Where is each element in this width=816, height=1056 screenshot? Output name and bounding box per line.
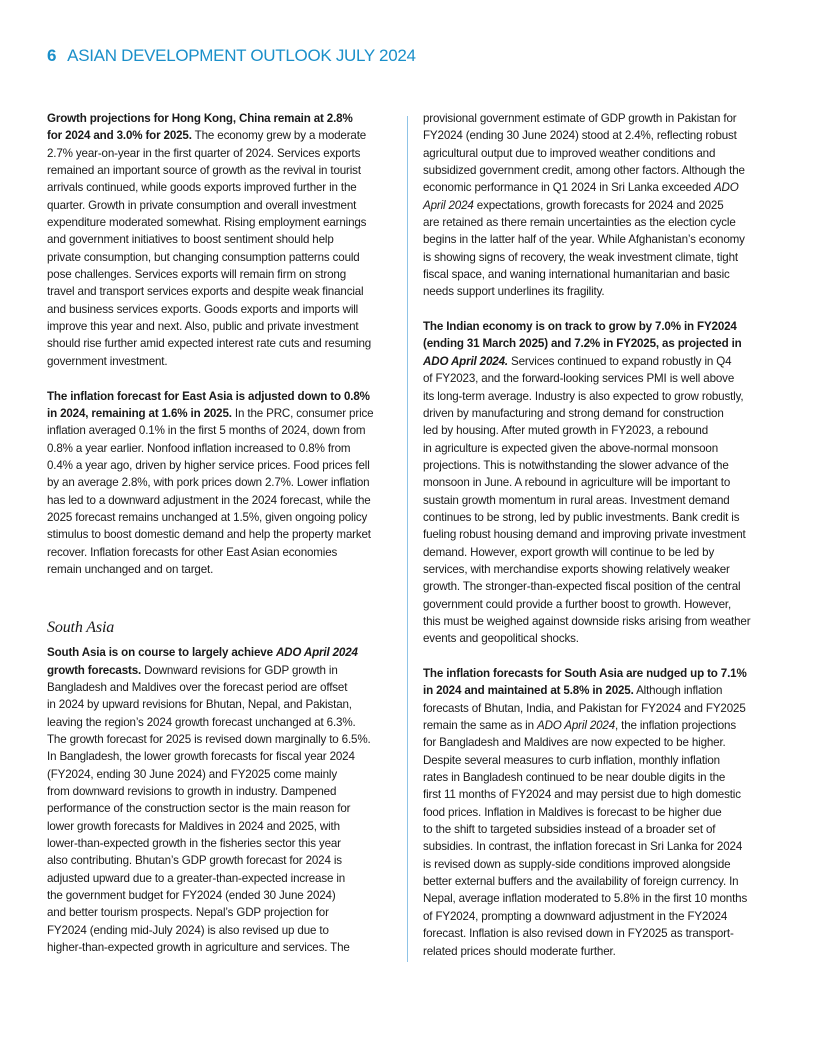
text-line: is showing signs of recovery, the weak investment climate, tight [423,250,738,264]
body-text: Downward revisions for GDP growth in [141,663,338,677]
india-growth-paragraph [423,318,773,648]
text-line: private consumption, but changing consumption patterns could [47,250,360,264]
body-text: The economy grew by a moderate [191,129,367,143]
lead-line: for 2024 and 3.0% for 2025. [47,129,192,143]
body-text: expectations, growth forecasts for 2024 and 2025 [473,198,724,212]
text-line: and business services exports. Goods exports and imports will [47,302,359,316]
east-asia-inflation-paragraph [47,388,397,579]
text-line: events and geopolitical shocks. [423,632,579,646]
text-line: demand. However, export growth will continue to be led by [423,545,715,559]
text-line: related prices should moderate further. [423,944,616,958]
text-line: this must be weighed against downside risks arising from weather [423,614,751,628]
text-line: travel and transport services exports and despite weak financial [47,285,364,299]
text-line: subsidized government credit, among other factors. Although the [423,164,745,178]
text-line: to the shift to targeted subsidies instead of a broader set of [423,823,716,837]
lead-line: in 2024, remaining at 1.6% in 2025. [47,406,232,420]
body-text: economic performance in Q1 2024 in Sri Lanka exceeded [423,181,714,195]
text-line: adjusted upward due to a greater-than-expected increase in [47,871,346,885]
text-line: improve this year and next. Also, public and private investment [47,320,359,334]
text-line: forecast. Inflation is also revised down in FY2025 as transport- [423,927,734,941]
text-line: in 2024 by upward revisions for Bhutan, Nepal, and Pakistan, [47,698,352,712]
south-asia-inflation-paragraph [423,665,773,960]
text-line: recover. Inflation forecasts for other East Asian economies [47,545,338,559]
text-line: lower growth forecasts for Maldives in 2024 and 2025, with [47,819,340,833]
text-line: remain unchanged and on target. [47,562,214,576]
text-line: also contributing. Bhutan’s GDP growth forecast for 2024 is [47,854,342,868]
text-line: its long-term average. Industry is also expected to grow robustly, [423,389,744,403]
publication-name: ADO April 2024. [423,354,508,368]
text-line: (FY2024, ending 30 June 2024) and FY2025 come mainly [47,767,337,781]
text-line: needs support underlines its fragility. [423,285,605,299]
text-line: inflation averaged 0.1% in the first 5 months of 2024, down from [47,424,366,438]
text-line: of FY2023, and the forward-looking services PMI is well above [423,372,735,386]
text-line: Despite several measures to curb inflation, monthly inflation [423,753,720,767]
text-line: Bangladesh and Maldives over the forecast period are offset [47,680,348,694]
body-text: In the PRC, consumer price [231,406,374,420]
section-heading-south-asia: South Asia [47,619,115,637]
text-line: FY2024 (ending 30 June 2024) stood at 2.4%, reflecting robust [423,129,737,143]
text-line: 2.7% year-on-year in the first quarter of 2024. Services exports [47,146,361,160]
text-line: remained an important source of growth as the revival in tourist [47,164,361,178]
text-line: leaving the region’s 2024 growth forecast unchanged at 6.3%. [47,715,356,729]
publication-name: ADO April 2024 [275,646,358,660]
text-line: Nepal, average inflation moderated to 5.8% in the first 10 months [423,892,748,906]
left-column [47,110,397,956]
text-line: driven by manufacturing and strong demand for construction [423,406,724,420]
text-line: is revised down as supply-side conditions improved alongside [423,857,731,871]
text-line: for Bangladesh and Maldives are now expected to be higher. [423,736,726,750]
text-line: by an average 2.8%, with pork prices down 2.7%. Lower inflation [47,476,370,490]
text-line: government investment. [47,354,168,368]
text-line: begins in the latter half of the year. While Afghanistan’s economy [423,233,745,247]
text-line: sustain growth momentum in rural areas. Investment demand [423,493,730,507]
text-line: The growth forecast for 2025 is revised down marginally to 6.5%. [47,733,371,746]
running-header [47,46,416,66]
text-line: in agriculture is expected given the above-normal monsoon [423,441,718,455]
text-line: led by housing. After muted growth in FY2023, a rebound [423,424,709,438]
text-line: higher-than-expected growth in agriculture and services. The [47,941,350,955]
lead-line: Growth projections for Hong Kong, China remain at 2.8% [47,112,353,125]
text-line: agricultural output due to improved weather conditions and [423,146,716,160]
text-line: first 11 months of FY2024 and may persist due to high domestic [423,788,741,802]
text-line: In Bangladesh, the lower growth forecasts for fiscal year 2024 [47,750,355,764]
text-line: performance of the construction sector is the main reason for [47,802,351,816]
text-line: better external buffers and the availability of foreign currency. In [423,875,739,889]
text-line: quarter. Growth in private consumption and overall investment [47,198,357,212]
lead-line: The inflation forecasts for South Asia are nudged up to 7.1% [423,667,747,680]
lead-text: growth forecasts. [47,663,142,677]
text-line: stimulus to boost domestic demand and help the property market [47,528,371,542]
text-line: lower-than-expected growth in the fisheries sector this year [47,837,341,851]
text-line: fueling robust housing demand and improving private investment [423,528,746,542]
text-line: are retained as there remain uncertainties as the election cycle [423,216,736,230]
hong-kong-paragraph [47,110,397,370]
text-line: monsoon in June. A rebound in agriculture will be important to [423,476,731,490]
text-line: has led to a downward adjustment in the 2024 forecast, while the [47,493,371,507]
text-line: from downward revisions to growth in industry. Dampened [47,785,337,799]
body-text: , the inflation projections [615,719,736,733]
text-line: and better tourism prospects. Nepal’s GDP projection for [47,906,329,920]
text-line: 0.8% a year earlier. Nonfood inflation increased to 0.8% from [47,441,351,455]
pakistan-sri-lanka-paragraph [423,110,773,301]
text-line: arrivals continued, while goods exports improved further in the [47,181,357,195]
text-line: 0.4% a year ago, driven by higher service prices. Food prices fell [47,458,370,472]
text-line: rates in Bangladesh continued to be near double digits in the [423,771,726,785]
text-line: FY2024 (ending mid-July 2024) is also revised up due to [47,923,329,937]
text-line: services, with merchandise exports showing relatively weaker [423,562,730,576]
text-line: 2025 forecast remains unchanged at 1.5%, given ongoing policy [47,510,368,524]
text-line: of FY2024, prompting a downward adjustment in the FY2024 [423,909,728,923]
text-line: forecasts of Bhutan, India, and Pakistan for FY2024 and FY2025 [423,701,746,715]
body-text: Although inflation [633,684,723,698]
text-line: continues to be strong, led by public investments. Bank credit is [423,510,740,524]
lead-line: in 2024 and maintained at 5.8% in 2025. [423,684,634,698]
body-text: remain the same as in [423,719,537,733]
right-column [423,110,773,960]
column-divider [407,116,408,962]
text-line: and government initiatives to boost sentiment should help [47,233,334,247]
text-line: subsidies. In contrast, the inflation forecast in Sri Lanka for 2024 [423,840,743,854]
text-line: the government budget for FY2024 (ended 30 June 2024) [47,889,336,903]
lead-line: The Indian economy is on track to grow by 7.0% in FY2024 [423,320,737,334]
body-text: Services continued to expand robustly in Q4 [507,354,732,368]
text-line: projections. This is notwithstanding the slower advance of the [423,458,729,472]
text-line: provisional government estimate of GDP growth in Pakistan for [423,112,737,125]
lead-line: The inflation forecast for East Asia is adjusted down to 0.8% [47,389,370,403]
publication-title: ASIAN DEVELOPMENT OUTLOOK JULY 2024 [67,46,416,65]
publication-name: April 2024 [423,198,474,212]
text-line: growth. The stronger-than-expected fiscal position of the central [423,580,741,594]
text-line: should rise further amid expected interest rate cuts and resuming [47,337,372,351]
text-line: fiscal space, and waning international humanitarian and basic [423,268,730,282]
page-number: 6 [47,46,57,65]
lead-line: (ending 31 March 2025) and 7.2% in FY2025, as projected in [423,337,742,351]
text-line: pose challenges. Services exports will remain firm on strong [47,268,347,282]
text-line: expenditure moderated somewhat. Rising employment earnings [47,216,367,230]
lead-text: South Asia is on course to largely achieve [47,646,276,660]
publication-name: ADO [713,181,739,195]
text-line: food prices. Inflation in Maldives is forecast to be higher due [423,805,722,819]
south-asia-growth-paragraph [47,644,397,956]
text-line: government could provide a further boost to growth. However, [423,597,732,611]
publication-name: ADO April 2024 [536,719,616,733]
